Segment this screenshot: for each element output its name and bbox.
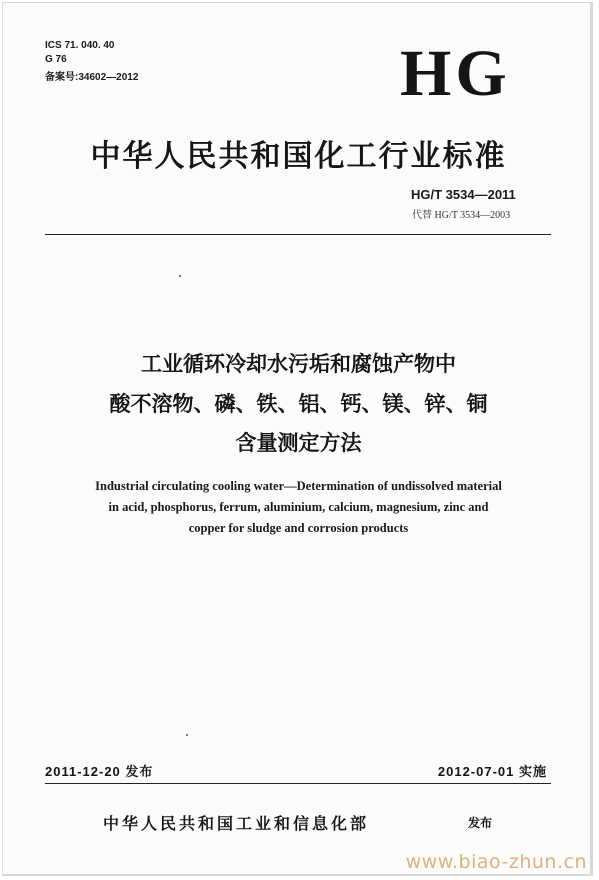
watermark-text: www.biao-zhun.cn xyxy=(405,851,587,873)
record-number: 备案号:34602—2012 xyxy=(45,72,139,83)
issue-date: 2011-12-20 发布 xyxy=(45,764,154,779)
document-page xyxy=(2,2,593,876)
scan-speck xyxy=(179,275,181,277)
chinese-title-line-1: 工业循环冷却水污垢和腐蚀产物中 xyxy=(141,352,456,376)
english-title-line-3: copper for sludge and corrosion products xyxy=(188,521,409,535)
english-title-line-2: in acid, phosphorus, ferrum, aluminium, calcium, magnesium, zinc and xyxy=(108,500,489,514)
header-divider xyxy=(45,234,551,235)
ics-code: ICS 71. 040. 40 xyxy=(45,40,115,51)
standard-number: HG/T 3534—2011 xyxy=(411,187,516,202)
issuer-action: 发布 xyxy=(468,816,493,830)
scan-speck xyxy=(186,734,188,736)
hg-logo: HG xyxy=(400,37,511,110)
issuing-authority: 中华人民共和国工业和信息化部 xyxy=(103,814,370,833)
footer-divider xyxy=(45,783,551,784)
replaces-standard: 代替 HG/T 3534—2003 xyxy=(412,210,511,221)
implementation-date: 2012-07-01 实施 xyxy=(437,764,547,779)
chinese-title-line-3: 含量测定方法 xyxy=(235,431,362,455)
standard-type-title: 中华人民共和国化工行业标准 xyxy=(90,139,507,174)
english-title-line-1: Industrial circulating cooling water—Determination of undissolved material xyxy=(95,479,502,493)
ccs-code: G 76 xyxy=(45,54,67,65)
chinese-title-line-2: 酸不溶物、磷、铁、铝、钙、镁、锌、铜 xyxy=(109,392,488,416)
